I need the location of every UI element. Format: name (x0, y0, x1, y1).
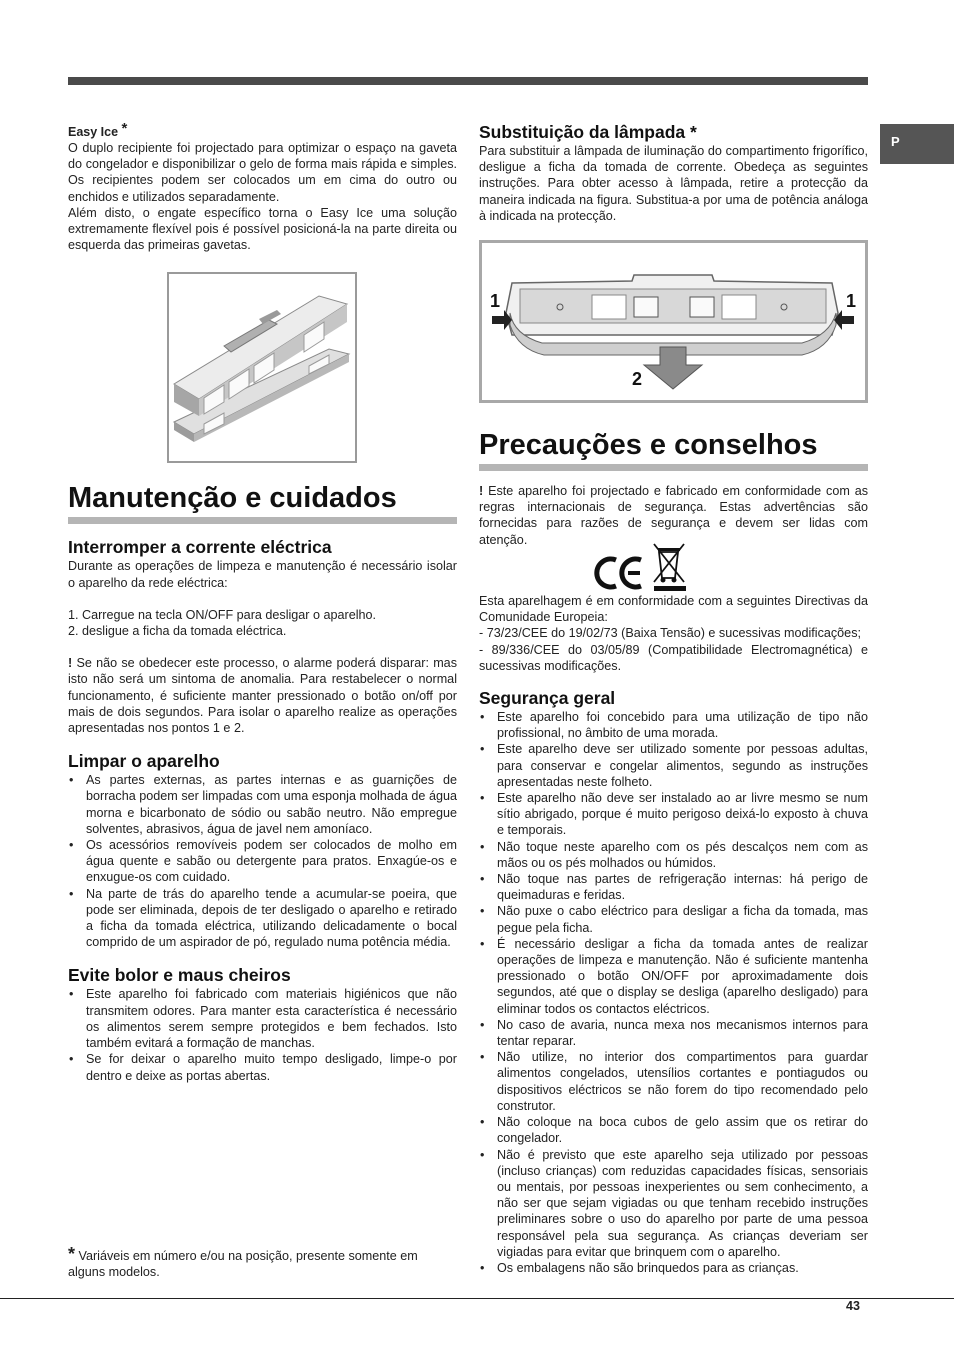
list-item: • Este aparelho foi concebido para uma utilização de tipo não profissional, no âmbito de uma morada. (479, 709, 868, 741)
list-item: • Na parte de trás do aparelho tende a acumular-se poeira, que pode ser eliminada, depois de ter desligado o aparelho e retirado a ficha da tomada eléctrica, utilizando delicadamente o bocal comprido de um aspirador de pó, regulado numa potência média. (68, 886, 457, 951)
easy-ice-paragraph-1: O duplo recipiente foi projectado para optimizar o espaço na gaveta do congelador e disponibilizar o gelo de forma mais rápida e simples. Os recipientes podem ser colocados um em cima do outro ou enchidos e utilizados separadamente. (68, 141, 457, 204)
safety-list (479, 709, 868, 1276)
easy-ice-paragraph-2: Além disto, o engate específico torna o Easy Ice uma solução extremamente flexível pois é possível posicioná-la na parte direita ou esquerda das primeiras gavetas. (68, 205, 457, 253)
power-heading: Interromper a corrente eléctrica (68, 537, 332, 558)
ce-mark-icon (597, 559, 641, 587)
list-item: • Não toque neste aparelho com os pés descalços nem com as mãos ou os pés molhados ou húmidos. (479, 839, 868, 871)
list-item: • Não utilize, no interior dos compartimentos para guardar alimentos congelados, utensílios cortantes e pontiagudos ou dispositivos eléctricos se não forem do tipo recomendado pelo construtor. (479, 1049, 868, 1114)
directive-1: - 73/23/CEE do 19/02/73 (Baixa Tensão) e sucessivas modificações; (479, 626, 861, 641)
clean-heading: Limpar o aparelho (68, 751, 220, 772)
easy-ice-title: Easy Ice (68, 125, 119, 139)
list-item: • Os embalagens não são brinquedos para as crianças. (479, 1260, 868, 1276)
list-item: • Se for deixar o aparelho muito tempo desligado, limpe-o por dentro e deixe as portas abertas. (68, 1051, 457, 1083)
label-1-left: 1 (490, 291, 501, 311)
easy-ice-figure (167, 272, 357, 463)
warning-mark: ! (68, 656, 73, 671)
page-number: 43 (846, 1299, 860, 1313)
weee-bin-icon (654, 544, 686, 591)
list-item: • É necessário desligar a ficha da tomada antes de realizar operações de limpeza e manutenção. Não é suficiente mantenha pressionado o botão ON/OFF por aproximadamente dois segundos, até que o display se desliga (aparelho desligado) para eliminar todos os contactos eléctricos. (479, 936, 868, 1017)
list-item: • Este aparelho não deve ser instalado ao ar livre mesmo se num sítio abrigado, porque é muito perigoso deixá-lo exposto à chuva e temporais. (479, 790, 868, 839)
clean-list (68, 772, 457, 950)
footnote (68, 1246, 457, 1280)
list-item: • Não puxe o cabo eléctrico para desligar a ficha da tomada, mas pegue pela ficha. (479, 903, 868, 935)
left-column (68, 122, 457, 1084)
precautions-title: Precauções e conselhos (479, 428, 868, 471)
directives-intro: Esta aparelhagem é em conformidade com a seguintes Directivas da Comunidade Europeia: (479, 594, 868, 625)
list-item: • No caso de avaria, nunca mexa nos mecanismos internos para tentar reparar. (479, 1017, 868, 1049)
precautions-intro-text: Este aparelho foi projectado e fabricado em conformidade com as regras internacionais de segurança. Estas advertências são fornecidas para razões de segurança e devem ser lidas com atenção. (479, 484, 868, 547)
list-item: • Este aparelho deve ser utilizado somente por pessoas adultas, para conservar e congelar alimentos, segundo as instruções apresentadas neste folheto. (479, 741, 868, 790)
safety-heading: Segurança geral (479, 688, 616, 709)
mold-heading: Evite bolor e maus cheiros (68, 965, 291, 986)
list-item: • Não é previsto que este aparelho seja utilizado por pessoas (incluso crianças) com reduzidas capacidades físicas, sensoriais ou mentais, por pessoas inexperientes ou sem conhecimento, a não ser que sejam vigiadas ou que tenham recebido instruções preliminares sobre o uso do aparelho por parte de uma pessoa responsável pela sua segurança. As crianças deveriam ser vigiadas para evitar que brinquem com o aparelho. (479, 1147, 868, 1260)
directives-section (479, 593, 868, 1276)
footnote-text: Variáveis em número e/ou na posição, presente somente em alguns modelos. (68, 1249, 418, 1280)
top-rule (68, 77, 868, 85)
list-item: • Os acessórios removíveis podem ser colocados de molho em água quente e sabão ou detergente para pratos. Enxagúe-os e enxugue-os com cuidado. (68, 837, 457, 886)
precautions-section (479, 428, 868, 548)
power-step-2: 2. desligue a ficha da tomada eléctrica. (68, 624, 287, 639)
mold-list (68, 986, 457, 1083)
label-1-right: 1 (846, 291, 857, 311)
list-item: • Não toque nas partes de refrigeração internas: há perigo de queimaduras e feridas. (479, 871, 868, 903)
power-warning (68, 655, 457, 736)
right-column (479, 122, 868, 224)
lamp-figure (479, 240, 868, 403)
easy-ice-heading (68, 120, 457, 140)
lamp-text: Para substituir a lâmpada de iluminação do compartimento frigorífico, desligue a ficha da tomada de corrente. Obedeça as seguintes instruções. Para obter acesso à lâmpada, retire a protecção da maneira indicada na figura. Substitua-a por uma de potência análoga à indicada na protecção. (479, 144, 868, 223)
power-step-1: 1. Carregue na tecla ON/OFF para desligar o aparelho. (68, 607, 377, 622)
maintenance-title: Manutenção e cuidados (68, 481, 457, 524)
ice-tray-illustration (169, 274, 355, 461)
language-tab: P (880, 124, 954, 164)
lamp-cover-illustration (482, 243, 865, 400)
ce-weee-marks (592, 538, 692, 596)
power-intro: Durante as operações de limpeza e manutenção é necessário isolar o aparelho da rede eléctrica: (68, 559, 457, 590)
footer-rule (0, 1298, 954, 1299)
list-item: • Não coloque na boca cubos de gelo assim que os retirar do congelador. (479, 1114, 868, 1146)
directive-2: - 89/336/CEE do 03/05/89 (Compatibilidade Electromagnética) e sucessivas modificações. (479, 642, 868, 673)
lamp-heading: Substituição da lâmpada * (479, 122, 697, 142)
warning-mark: ! (479, 484, 484, 498)
list-item: • Este aparelho foi fabricado com materiais higiénicos que não transmitem odores. Para manter esta característica é necessário os alimentos serem sempre protegidos e bem fechados. Isto também evitará a formação de manchas. (68, 986, 457, 1051)
power-warning-text: Se não se obedecer este processo, o alarme poderá disparar: mas isto não será um sintoma de anomalia. Para restabelecer o normal funcionamento, é suficiente manter pressionado o botão on/off por mais de dois segundos. Para isolar o aparelho realize as operações apresentadas nos pontos 1 e 2. (68, 656, 457, 736)
footnote-asterisk: * (68, 1244, 76, 1264)
asterisk-mark: * (121, 120, 128, 137)
list-item: • As partes externas, as partes internas e as guarnições de borracha podem ser limpadas com uma esponja molhada de água morna e bicarbonato de sódio ou sabão neutro. Não empregue solventes, abrasivos, água de javel nem amoníaco. (68, 772, 457, 837)
label-2: 2 (632, 369, 643, 389)
